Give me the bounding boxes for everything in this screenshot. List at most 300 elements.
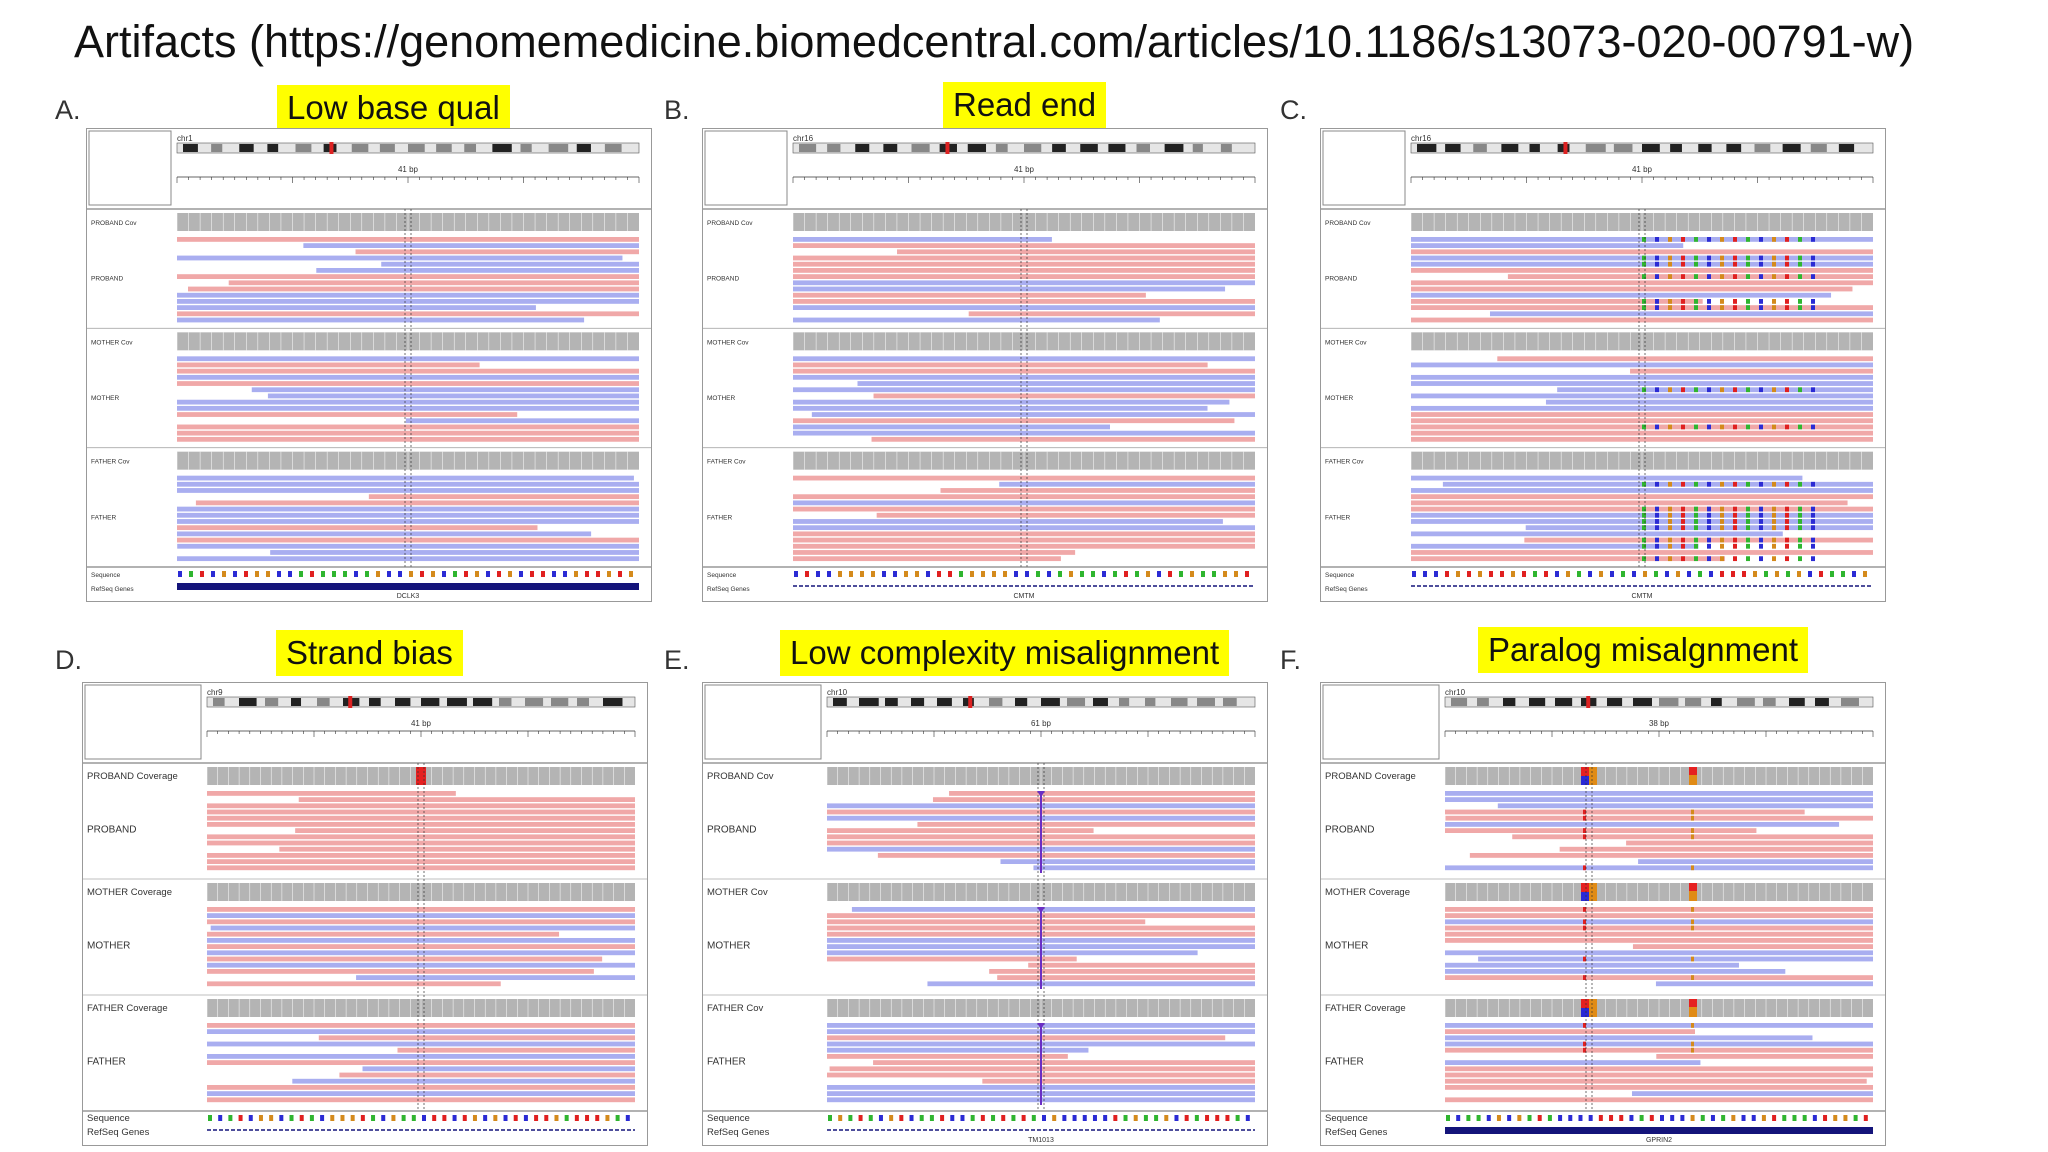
mismatch-base bbox=[1583, 919, 1586, 924]
sequence-base bbox=[838, 571, 842, 577]
sequence-base bbox=[1093, 1115, 1097, 1121]
sequence-base bbox=[1711, 1115, 1715, 1121]
read bbox=[252, 387, 639, 392]
coverage-variant-bar bbox=[416, 767, 426, 785]
refseq-track-label: RefSeq Genes bbox=[91, 586, 134, 593]
sequence-base bbox=[882, 571, 886, 577]
mismatch-base bbox=[1655, 305, 1659, 310]
read bbox=[793, 375, 1255, 380]
read bbox=[177, 538, 639, 543]
ideogram-band bbox=[369, 698, 381, 706]
sequence-base bbox=[1144, 1115, 1148, 1121]
read bbox=[279, 847, 635, 852]
sequence-base bbox=[1775, 571, 1779, 577]
read bbox=[1633, 944, 1873, 949]
mismatch-base bbox=[1583, 816, 1586, 821]
mismatch-base bbox=[1655, 387, 1659, 392]
ideogram-band bbox=[911, 698, 924, 706]
read bbox=[1445, 1035, 1812, 1040]
panel-label-f: F. bbox=[1280, 645, 1302, 675]
mismatch-base bbox=[1798, 237, 1802, 242]
mismatch-base bbox=[1720, 237, 1724, 242]
chromosome-label: chr10 bbox=[827, 688, 848, 697]
mismatch-base bbox=[1642, 556, 1646, 561]
mismatch-base bbox=[1642, 387, 1646, 392]
ideogram-band bbox=[1789, 698, 1805, 706]
mismatch-base bbox=[1772, 519, 1776, 524]
sequence-base bbox=[239, 1115, 243, 1121]
sequence-base bbox=[354, 571, 358, 577]
ideogram-band bbox=[551, 698, 568, 706]
read bbox=[177, 311, 639, 316]
ideogram-band bbox=[549, 144, 569, 152]
sequence-base bbox=[605, 1115, 609, 1121]
ideogram-band bbox=[499, 698, 511, 706]
sequence-base bbox=[1102, 571, 1106, 577]
ideogram-band bbox=[1755, 144, 1771, 152]
coverage-track-label: MOTHER Cov bbox=[91, 339, 133, 347]
read bbox=[207, 859, 635, 864]
ideogram-band bbox=[1015, 698, 1027, 706]
alignment-track-label: FATHER bbox=[1325, 1056, 1364, 1068]
mismatch-base bbox=[1681, 544, 1685, 549]
mismatch-base bbox=[1681, 513, 1685, 518]
mismatch-base bbox=[1733, 256, 1737, 261]
sequence-base bbox=[442, 571, 446, 577]
sequence-base bbox=[1742, 1115, 1746, 1121]
sequence-base bbox=[1091, 571, 1095, 577]
mismatch-base bbox=[1668, 387, 1672, 392]
read bbox=[1524, 538, 1873, 543]
mismatch-base bbox=[1720, 305, 1724, 310]
coverage-variant-bar bbox=[1689, 883, 1697, 891]
read bbox=[1411, 418, 1873, 423]
header-blank-box bbox=[1323, 685, 1439, 759]
sequence-base bbox=[585, 571, 589, 577]
sequence-base bbox=[959, 571, 963, 577]
sequence-base bbox=[1195, 1115, 1199, 1121]
mismatch-base bbox=[1642, 544, 1646, 549]
ideogram-band bbox=[447, 698, 467, 706]
ideogram-band bbox=[525, 698, 543, 706]
alignment-track-label: PROBAND bbox=[1325, 275, 1358, 283]
sequence-base bbox=[860, 571, 864, 577]
read bbox=[1411, 476, 1802, 481]
mismatch-base bbox=[1694, 538, 1698, 543]
sequence-base bbox=[1236, 1115, 1240, 1121]
read bbox=[1411, 531, 1783, 536]
mismatch-base bbox=[1707, 425, 1711, 430]
sequence-base bbox=[1640, 1115, 1644, 1121]
read bbox=[1656, 981, 1873, 986]
refseq-track-label: RefSeq Genes bbox=[87, 1127, 150, 1138]
mismatch-base bbox=[1642, 256, 1646, 261]
ideogram-band bbox=[1642, 144, 1660, 152]
read bbox=[299, 797, 635, 802]
gene-name: TM1013 bbox=[1028, 1137, 1054, 1144]
mismatch-base bbox=[1583, 907, 1586, 912]
read bbox=[1445, 1048, 1873, 1053]
mismatch-base bbox=[1668, 482, 1672, 487]
refseq-track-label: RefSeq Genes bbox=[707, 1127, 770, 1138]
sequence-base bbox=[255, 571, 259, 577]
igv-view bbox=[1321, 129, 1885, 601]
sequence-track-label: Sequence bbox=[1325, 1113, 1368, 1124]
mismatch-base bbox=[1772, 262, 1776, 267]
read bbox=[793, 431, 1255, 436]
mismatch-base bbox=[1694, 274, 1698, 279]
read bbox=[793, 418, 1234, 423]
mismatch-base bbox=[1811, 256, 1815, 261]
read bbox=[793, 531, 1255, 536]
coverage-track-label: MOTHER Coverage bbox=[87, 887, 172, 898]
sequence-base bbox=[827, 571, 831, 577]
sequence-base bbox=[915, 571, 919, 577]
ideogram-band bbox=[296, 144, 312, 152]
read bbox=[793, 406, 1208, 411]
mismatch-base bbox=[1655, 507, 1659, 512]
read bbox=[793, 538, 1255, 543]
ideogram-band bbox=[1093, 698, 1108, 706]
sequence-track-label: Sequence bbox=[707, 1113, 750, 1124]
sequence-base bbox=[391, 1115, 395, 1121]
read bbox=[268, 394, 639, 399]
sequence-base bbox=[1456, 571, 1460, 577]
ruler-span-label: 41 bp bbox=[1631, 165, 1653, 174]
read bbox=[1626, 841, 1873, 846]
ideogram-band bbox=[380, 144, 395, 152]
sequence-base bbox=[1533, 571, 1537, 577]
mismatch-base bbox=[1798, 525, 1802, 530]
read bbox=[1445, 919, 1873, 924]
mismatch-base bbox=[1655, 299, 1659, 304]
read bbox=[877, 513, 1255, 518]
read bbox=[827, 950, 1198, 955]
sequence-base bbox=[1619, 1115, 1623, 1121]
sequence-base bbox=[1632, 571, 1636, 577]
mismatch-base bbox=[1655, 425, 1659, 430]
sequence-track-label: Sequence bbox=[707, 572, 737, 579]
sequence-base bbox=[1223, 571, 1227, 577]
read bbox=[982, 1079, 1255, 1084]
mismatch-base bbox=[1785, 507, 1789, 512]
mismatch-base bbox=[1668, 556, 1672, 561]
read bbox=[793, 519, 1223, 524]
sequence-base bbox=[259, 1115, 263, 1121]
sequence-base bbox=[1497, 1115, 1501, 1121]
sequence-base bbox=[1003, 571, 1007, 577]
read bbox=[793, 305, 1255, 310]
mismatch-base bbox=[1707, 482, 1711, 487]
mismatch-base bbox=[1694, 299, 1698, 304]
read bbox=[177, 437, 639, 442]
read bbox=[1411, 363, 1873, 368]
sequence-base bbox=[340, 1115, 344, 1121]
igv-panel-f bbox=[1320, 682, 1886, 1146]
sequence-base bbox=[893, 571, 897, 577]
sequence-base bbox=[616, 1115, 620, 1121]
sequence-base bbox=[1014, 571, 1018, 577]
sequence-base bbox=[371, 1115, 375, 1121]
mismatch-base bbox=[1694, 556, 1698, 561]
mismatch-base bbox=[1733, 387, 1737, 392]
sequence-base bbox=[1558, 1115, 1562, 1121]
read bbox=[827, 957, 1077, 962]
ideogram-band bbox=[421, 698, 439, 706]
ideogram-band bbox=[1607, 698, 1622, 706]
alignment-track-label: MOTHER bbox=[1325, 940, 1369, 952]
read bbox=[177, 412, 517, 417]
sequence-base bbox=[1650, 1115, 1654, 1121]
read bbox=[1478, 957, 1873, 962]
ideogram-band bbox=[1670, 144, 1682, 152]
sequence-base bbox=[1792, 1115, 1796, 1121]
coverage-variant-bar bbox=[1581, 1008, 1589, 1017]
read bbox=[211, 926, 635, 931]
mismatch-base bbox=[1707, 387, 1711, 392]
mismatch-base bbox=[1668, 256, 1672, 261]
mismatch-base bbox=[1583, 975, 1586, 980]
mismatch-base bbox=[1746, 274, 1750, 279]
sequence-base bbox=[300, 1115, 304, 1121]
mismatch-base bbox=[1642, 519, 1646, 524]
read bbox=[1445, 1073, 1873, 1078]
ideogram-band bbox=[464, 144, 476, 152]
mismatch-base bbox=[1681, 237, 1685, 242]
mismatch-base bbox=[1694, 519, 1698, 524]
mismatch-base bbox=[1583, 865, 1586, 870]
read bbox=[207, 810, 635, 815]
sequence-base bbox=[1808, 571, 1812, 577]
read bbox=[1445, 950, 1873, 955]
ideogram-band bbox=[996, 144, 1008, 152]
ideogram-position-marker bbox=[329, 142, 333, 154]
read bbox=[1445, 1085, 1873, 1090]
ideogram-band bbox=[1726, 144, 1741, 152]
mismatch-base bbox=[1668, 538, 1672, 543]
coverage-track-label: PROBAND Cov bbox=[1325, 220, 1371, 227]
read bbox=[207, 791, 456, 796]
mismatch-base bbox=[1811, 482, 1815, 487]
mismatch-base bbox=[1772, 482, 1776, 487]
sequence-base bbox=[1047, 571, 1051, 577]
sequence-base bbox=[1001, 1115, 1005, 1121]
sequence-base bbox=[432, 1115, 436, 1121]
alignment-track-label: PROBAND bbox=[87, 824, 137, 836]
sequence-track-label: Sequence bbox=[91, 572, 121, 579]
mismatch-base bbox=[1681, 299, 1685, 304]
mismatch-base bbox=[1785, 256, 1789, 261]
read bbox=[1445, 926, 1873, 931]
mismatch-base bbox=[1772, 256, 1776, 261]
mismatch-base bbox=[1798, 305, 1802, 310]
coverage-track-label: PROBAND Cov bbox=[91, 220, 137, 227]
read bbox=[1632, 1091, 1873, 1096]
ideogram-band bbox=[885, 698, 898, 706]
read bbox=[793, 476, 1255, 481]
alignment-track-label: FATHER bbox=[91, 514, 117, 522]
coverage-track-label: FATHER Cov bbox=[707, 1003, 764, 1014]
mismatch-base bbox=[1759, 425, 1763, 430]
mismatch-base bbox=[1691, 919, 1694, 924]
read bbox=[793, 369, 1255, 374]
mismatch-base bbox=[1746, 556, 1750, 561]
mismatch-base bbox=[1707, 305, 1711, 310]
coverage-variant-bar bbox=[1581, 776, 1589, 785]
sequence-base bbox=[266, 571, 270, 577]
ideogram-band bbox=[799, 144, 816, 152]
sequence-base bbox=[1566, 571, 1570, 577]
mismatch-base bbox=[1681, 525, 1685, 530]
ideogram-band bbox=[1555, 698, 1572, 706]
mismatch-base bbox=[1798, 513, 1802, 518]
sequence-base bbox=[1245, 571, 1249, 577]
sequence-base bbox=[1154, 1115, 1158, 1121]
read bbox=[830, 1066, 1255, 1071]
ideogram-band bbox=[352, 144, 369, 152]
mismatch-base bbox=[1668, 525, 1672, 530]
sequence-base bbox=[1500, 571, 1504, 577]
ideogram-band bbox=[989, 698, 1002, 706]
mismatch-base bbox=[1798, 507, 1802, 512]
read bbox=[827, 1054, 1068, 1059]
sequence-base bbox=[1753, 571, 1757, 577]
read bbox=[793, 363, 1208, 368]
ideogram-band bbox=[1041, 698, 1060, 706]
ideogram-band bbox=[859, 698, 879, 706]
ideogram-position-marker bbox=[1563, 142, 1567, 154]
mismatch-base bbox=[1746, 519, 1750, 524]
sequence-base bbox=[473, 1115, 477, 1121]
mismatch-base bbox=[1746, 299, 1750, 304]
mismatch-base bbox=[1707, 299, 1711, 304]
mismatch-base bbox=[1691, 816, 1694, 821]
mismatch-base bbox=[1733, 305, 1737, 310]
sequence-base bbox=[1073, 1115, 1077, 1121]
read bbox=[207, 1091, 635, 1096]
sequence-base bbox=[1701, 1115, 1705, 1121]
read bbox=[1445, 907, 1873, 912]
read bbox=[793, 299, 1255, 304]
mismatch-base bbox=[1668, 237, 1672, 242]
sequence-base bbox=[1434, 571, 1438, 577]
sequence-base bbox=[1478, 571, 1482, 577]
sequence-base bbox=[1103, 1115, 1107, 1121]
read bbox=[1445, 932, 1873, 937]
read bbox=[1411, 268, 1873, 273]
sequence-base bbox=[1731, 1115, 1735, 1121]
sequence-base bbox=[211, 571, 215, 577]
sequence-base bbox=[1548, 1115, 1552, 1121]
read bbox=[1445, 1060, 1700, 1065]
sequence-base bbox=[218, 1115, 222, 1121]
alignment-track-label: MOTHER bbox=[707, 940, 751, 952]
coverage-variant-bar bbox=[1689, 767, 1697, 775]
sequence-base bbox=[1599, 1115, 1603, 1121]
coverage-track-label: PROBAND Coverage bbox=[1325, 771, 1416, 782]
sequence-base bbox=[1665, 571, 1669, 577]
read bbox=[207, 919, 635, 924]
sequence-base bbox=[1670, 1115, 1674, 1121]
mismatch-base bbox=[1733, 482, 1737, 487]
read bbox=[793, 400, 1229, 405]
sequence-base bbox=[1190, 571, 1194, 577]
chromosome-label: chr10 bbox=[1445, 688, 1466, 697]
mismatch-base bbox=[1772, 305, 1776, 310]
mismatch-base bbox=[1707, 262, 1711, 267]
sequence-base bbox=[859, 1115, 863, 1121]
read bbox=[793, 237, 1052, 242]
sequence-base bbox=[228, 1115, 232, 1121]
read bbox=[1445, 791, 1873, 796]
read bbox=[1445, 810, 1805, 815]
sequence-base bbox=[1843, 1115, 1847, 1121]
read bbox=[1445, 969, 1785, 974]
sequence-base bbox=[1568, 1115, 1572, 1121]
sequence-base bbox=[1555, 571, 1559, 577]
igv-panel-e bbox=[702, 682, 1268, 1146]
sequence-base bbox=[948, 571, 952, 577]
header-blank-box bbox=[705, 685, 821, 759]
mismatch-base bbox=[1733, 525, 1737, 530]
coverage-variant-bar bbox=[1589, 767, 1597, 785]
mismatch-base bbox=[1681, 538, 1685, 543]
read bbox=[1546, 400, 1873, 405]
mismatch-base bbox=[1655, 544, 1659, 549]
read bbox=[1411, 280, 1873, 285]
mismatch-base bbox=[1694, 387, 1698, 392]
mismatch-base bbox=[1720, 387, 1724, 392]
ideogram-band bbox=[883, 144, 897, 152]
ideogram-position-marker bbox=[968, 696, 972, 708]
sequence-base bbox=[1212, 571, 1216, 577]
read bbox=[969, 311, 1255, 316]
mismatch-base bbox=[1733, 274, 1737, 279]
sequence-base bbox=[244, 571, 248, 577]
mismatch-base bbox=[1707, 237, 1711, 242]
read bbox=[1411, 293, 1831, 298]
ideogram-band bbox=[1417, 144, 1436, 152]
panel-label-a: A. bbox=[55, 95, 81, 125]
igv-panel-b bbox=[702, 128, 1268, 602]
igv-view bbox=[703, 683, 1267, 1145]
mismatch-base bbox=[1733, 262, 1737, 267]
ruler-span-label: 38 bp bbox=[1648, 719, 1670, 728]
mismatch-base bbox=[1759, 507, 1763, 512]
mismatch-base bbox=[1707, 256, 1711, 261]
read bbox=[207, 981, 501, 986]
mismatch-base bbox=[1759, 519, 1763, 524]
mismatch-base bbox=[1798, 538, 1802, 543]
mismatch-base bbox=[1746, 256, 1750, 261]
sequence-base bbox=[222, 571, 226, 577]
read bbox=[207, 1054, 635, 1059]
sequence-base bbox=[1234, 571, 1238, 577]
sequence-base bbox=[930, 1115, 934, 1121]
read bbox=[1411, 406, 1873, 411]
mismatch-base bbox=[1668, 425, 1672, 430]
mismatch-base bbox=[1798, 519, 1802, 524]
sequence-base bbox=[1599, 571, 1603, 577]
read bbox=[207, 1085, 635, 1090]
sequence-base bbox=[1032, 1115, 1036, 1121]
read bbox=[1411, 412, 1873, 417]
sequence-base bbox=[208, 1115, 212, 1121]
sequence-base bbox=[233, 571, 237, 577]
read bbox=[207, 841, 635, 846]
read bbox=[177, 406, 639, 411]
alignment-track-label: FATHER bbox=[707, 514, 733, 522]
